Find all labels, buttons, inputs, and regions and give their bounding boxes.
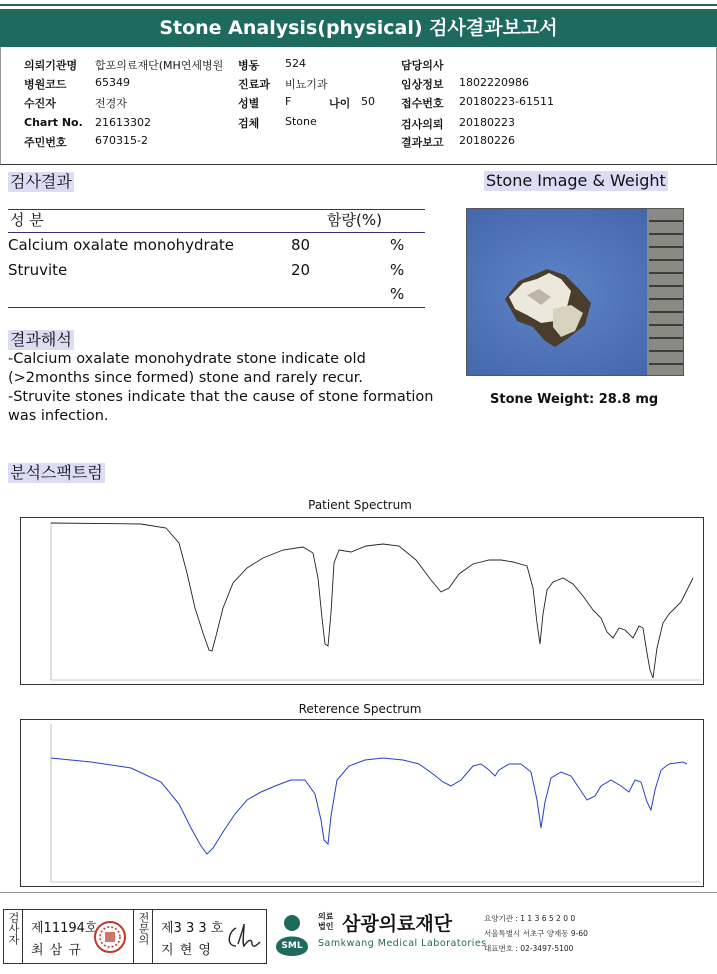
org-phone: 대표번호 : 02-3497-5100 [484,944,574,953]
sex-label: 성별 [238,97,260,110]
patient-spectrum-title: Patient Spectrum [308,498,412,512]
patient-spectrum-chart [20,517,704,685]
age-label: 나이 [329,97,351,110]
result-row-unit: % [390,285,405,303]
specialist-name: 지 현 영 [161,943,212,958]
specialist-signature-icon [222,918,262,954]
org-english-name: Samkwang Medical Laboratories [318,938,487,949]
clinical-label: 임상정보 [401,78,444,91]
tester-label: 검사자 [7,912,20,945]
result-row-unit: % [390,261,405,279]
result-row-unit: % [390,236,405,254]
chart-no-label: Chart No. [24,116,83,129]
request-value: 20180223 [459,116,515,129]
results-heading: 검사결과 [10,172,72,191]
age-value: 50 [361,95,375,108]
org-name: 삼광의료재단 [342,913,453,935]
footer-rule [0,892,717,893]
component-header: 성 분 [10,211,44,229]
resident-value: 670315-2 [95,134,148,147]
specialist-license: 제3 3 3 호 [161,921,224,936]
institution-value: 합포의료재단(MH연세병원 [95,59,224,72]
patient-label: 수진자 [24,97,56,110]
specialist-label: 전문의 [137,912,150,945]
resident-label: 주민번호 [24,136,67,149]
org-prefix [318,912,333,932]
specimen-value: Stone [285,115,317,128]
chart-no-value: 21613302 [95,116,151,129]
patient-value: 전경자 [95,97,127,110]
report-date-label: 결과보고 [401,136,444,149]
dept-value: 비뇨기과 [285,78,328,91]
interpretation-line: (>2months since formed) stone and rarely recur. [8,370,364,386]
specimen-label: 검체 [238,117,260,130]
doctor-label: 담당의사 [401,59,444,72]
top-rule [0,4,717,6]
hospital-code-value: 65349 [95,76,130,89]
stone-heading: Stone Image & Weight [486,171,666,190]
tester-seal-icon [93,920,127,954]
hospital-code-label: 병원코드 [24,78,67,91]
dept-label: 진료과 [238,78,270,91]
ward-value: 524 [285,57,306,70]
reference-spectrum-chart [20,719,704,887]
sml-logo-text: SML [281,941,303,951]
receipt-value: 20180223-61511 [459,95,554,108]
report-title: Stone Analysis(physical) 검사결과보고서 [0,9,717,47]
report-date-value: 20180226 [459,134,515,147]
sml-logo-icon [272,911,312,961]
care-code: 요양기관 : 1 1 3 6 5 2 0 0 [484,914,576,923]
result-row-name: Struvite [8,261,68,279]
result-row-value: 80 [291,236,311,254]
org-prefix-top: 의료 [318,912,334,921]
specialist-label-cell [133,909,153,964]
org-address: 서울특별시 서초구 양재동 9-60 [484,929,588,938]
institution-label: 의뢰기관명 [24,59,78,72]
table-header-rule [8,232,425,233]
content-header: 함량(%) [327,211,382,229]
interpretation-line: -Struvite stones indicate that the cause of stone formation [8,389,434,405]
interpretation-line: -Calcium oxalate monohydrate stone indicate old [8,351,366,367]
table-bottom-rule [8,307,425,308]
interpretation-line: was infection. [8,408,109,424]
tester-label-cell [3,909,23,964]
spectrum-heading: 분석스팩트럼 [10,463,103,482]
stone-weight: Stone Weight: 28.8 mg [490,392,659,407]
result-row-name: Calcium oxalate monohydrate [8,236,235,254]
request-label: 검사의뢰 [401,118,444,131]
tester-license: 제11194호 [31,921,98,936]
result-row-value: 20 [291,261,311,279]
ward-label: 병동 [238,59,260,72]
stone-photo [466,208,684,376]
tester-name: 최 삼 규 [31,943,82,958]
receipt-label: 접수번호 [401,97,444,110]
interpretation-heading: 결과해석 [10,330,72,349]
clinical-value: 1802220986 [459,76,529,89]
org-prefix-bottom: 법인 [318,922,334,931]
reference-spectrum-title: Reterence Spectrum [298,702,422,716]
sex-value: F [285,95,292,108]
